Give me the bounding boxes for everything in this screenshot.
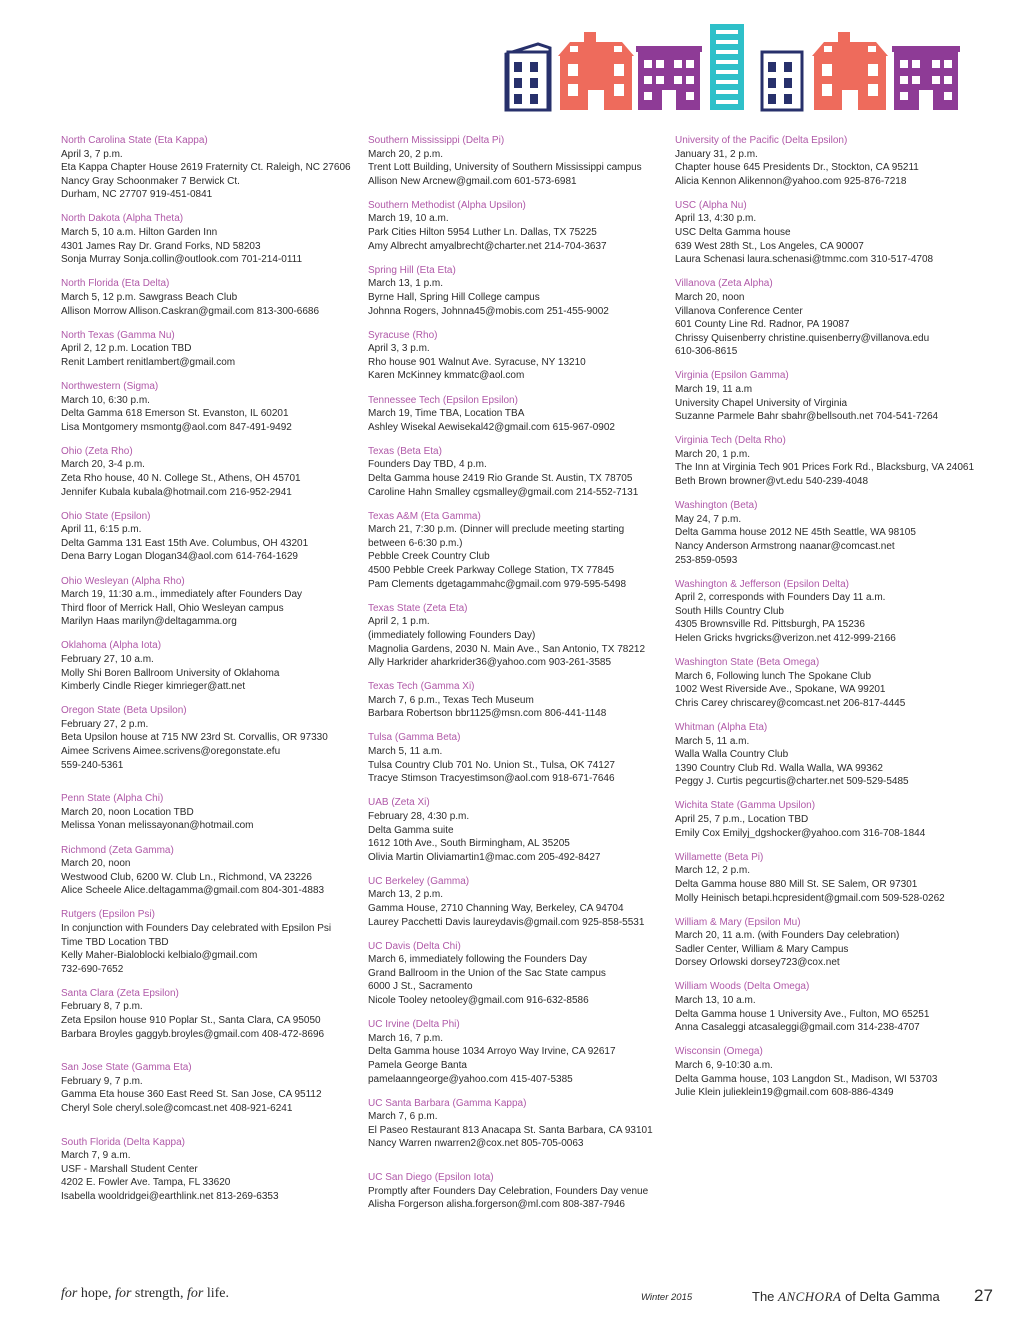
chapter-detail-line: South Hills Country Club	[675, 605, 784, 617]
chapter-name: Wisconsin (Omega)	[675, 1046, 763, 1058]
chapter-name: University of the Pacific (Delta Epsilon)	[675, 135, 848, 146]
chapter-detail-line: Dena Barry Logan Dlogan34@aol.com 614-764-1629	[61, 551, 298, 563]
chapter-entry	[61, 329, 356, 370]
chapter-detail-line: Alisha Forgerson alisha.forgerson@ml.com 808-387-7946	[368, 1199, 625, 1211]
chapter-detail-line: Delta Gamma house, 103 Langdon St., Madison, WI 53703	[675, 1073, 938, 1085]
chapter-detail-line: Westwood Club, 6200 W. Club Ln., Richmond, VA 23226	[61, 871, 312, 883]
chapter-detail-line: March 13, 10 a.m.	[675, 995, 756, 1007]
chapter-name: Penn State (Alpha Chi)	[61, 793, 164, 805]
footer-tagline: for hope, for strength, for life.	[61, 1286, 230, 1301]
chapter-name: North Florida (Eta Delta)	[61, 278, 170, 290]
chapter-detail-line: Nancy Gray Schoonmaker 7 Berwick Ct.	[61, 175, 240, 187]
chapter-name: Texas Tech (Gamma Xi)	[368, 681, 475, 693]
chapter-entry	[368, 731, 663, 785]
chapter-entry	[675, 1045, 970, 1099]
chapter-entry	[675, 434, 975, 488]
chapter-detail-line: February 28, 4:30 p.m.	[368, 810, 470, 822]
chapter-detail-line: Durham, NC 27707 919-451-0841	[61, 189, 213, 201]
chapter-detail-line: Isabella wooldridgei@earthlink.net 813-269-6353	[61, 1191, 279, 1202]
chapter-name: Villanova (Zeta Alpha)	[675, 278, 773, 290]
chapter-detail-line: Gamma House, 2710 Channing Way, Berkeley, CA 94704	[368, 903, 624, 914]
chapter-detail-line: Ally Harkrider aharkrider36@yahoo.com 903-261-3585	[368, 657, 612, 669]
chapter-detail-line: Grand Ballroom in the Union of the Sac State campus	[368, 967, 606, 979]
chapter-detail-line: Julie Klein julieklein19@gmail.com 608-886-4349	[675, 1087, 894, 1099]
chapter-name: North Carolina State (Eta Kappa)	[61, 135, 208, 146]
chapter-detail-line: Delta Gamma suite	[368, 824, 454, 836]
chapter-entry	[368, 875, 663, 929]
chapter-detail-line: Laurey Pacchetti Davis laureydavis@gmail.com 925-858-5531	[368, 916, 645, 928]
chapter-detail-line: Delta Gamma house 1034 Arroyo Way Irvine, CA 92617	[368, 1046, 616, 1058]
chapter-name: Virginia (Epsilon Gamma)	[675, 370, 789, 382]
chapter-detail-line: 559-240-5361	[61, 759, 124, 771]
chapter-detail-line: February 8, 7 p.m.	[61, 1001, 143, 1013]
chapter-detail-line: Pebble Creek Country Club	[368, 551, 490, 563]
chapter-name: UAB (Zeta Xi)	[368, 797, 430, 809]
chapter-detail-line: Beta Upsilon house at 715 NW 23rd St. Corvallis, OR 97330	[61, 732, 328, 744]
chapter-detail-line: USC Delta Gamma house	[675, 227, 791, 239]
chapter-detail-line: Eta Kappa Chapter House 2619 Fraternity Ct. Raleigh, NC 27606	[61, 162, 351, 174]
chapter-detail-line: 601 County Line Rd. Radnor, PA 19087	[675, 319, 850, 331]
chapter-detail-line: Peggy J. Curtis pegcurtis@charter.net 509-529-5485	[675, 776, 909, 788]
chapter-name: UC San Diego (Epsilon Iota)	[368, 1172, 494, 1183]
chapter-name: Washington & Jefferson (Epsilon Delta)	[675, 578, 849, 590]
chapter-name: UC Santa Barbara (Gamma Kappa)	[368, 1097, 527, 1109]
chapter-detail-line: 1390 Country Club Rd. Walla Walla, WA 99362	[675, 762, 883, 774]
chapter-detail-line: 732-690-7652	[61, 963, 124, 975]
chapter-name: Washington (Beta)	[675, 500, 758, 512]
chapter-entry	[61, 134, 356, 202]
chapter-entry	[675, 369, 970, 423]
skyline-illustration	[500, 20, 962, 112]
chapter-detail-line: Beth Brown browner@vt.edu 540-239-4048	[675, 476, 869, 488]
chapter-detail-line: Magnolia Gardens, 2030 N. Main Ave., San Antonio, TX 78212	[368, 643, 646, 655]
chapter-detail-line: Sonja Murray Sonja.collin@outlook.com 701-214-0111	[61, 254, 303, 266]
chapter-detail-line: Nancy Warren nwarren2@cox.net 805-705-0063	[368, 1138, 584, 1150]
chapter-detail-line: Promptly after Founders Day Celebration, Founders Day venue	[368, 1185, 649, 1197]
chapter-detail-line: March 20, 2 p.m.	[368, 148, 444, 160]
chapter-detail-line: March 20, 11 a.m. (with Founders Day celebration)	[675, 930, 900, 942]
chapter-detail-line: April 3, 7 p.m.	[61, 148, 123, 160]
chapter-detail-line: March 6, 9-10:30 a.m.	[675, 1059, 773, 1071]
chapter-detail-line: Walla Walla Country Club	[675, 749, 789, 761]
chapter-name: Ohio (Zeta Rho)	[61, 445, 133, 457]
chapter-detail-line: Barbara Broyles gaggyb.broyles@gmail.com 408-472-8696	[61, 1028, 325, 1040]
chapter-entry	[368, 796, 663, 864]
chapter-name: Oklahoma (Alpha Iota)	[61, 640, 162, 652]
chapter-detail-line: In conjunction with Founders Day celebrated with Epsilon Psi	[61, 923, 332, 934]
chapter-detail-line: 4301 James Ray Dr. Grand Forks, ND 58203	[61, 240, 261, 252]
coral-house-icon	[812, 32, 888, 110]
chapter-detail-line: Byrne Hall, Spring Hill College campus	[368, 291, 540, 303]
chapter-entry	[675, 499, 970, 567]
chapter-detail-line: April 2, corresponds with Founders Day 11 a.m.	[675, 592, 886, 604]
chapter-detail-line: April 25, 7 p.m., Location TBD	[675, 814, 809, 826]
chapter-detail-line: 4305 Brownsville Rd. Pittsburgh, PA 15236	[675, 619, 865, 631]
issue-season: Winter 2015	[641, 1292, 693, 1303]
chapter-entry	[368, 264, 663, 318]
chapter-name: William & Mary (Epsilon Mu)	[675, 916, 801, 928]
chapter-detail-line: Tracye Stimson Tracyestimson@aol.com 918-671-7646	[368, 773, 615, 785]
chapter-entry	[675, 851, 970, 905]
chapter-detail-line: Pam Clements dgetagammahc@gmail.com 979-595-5498	[368, 578, 627, 590]
chapter-name: San Jose State (Gamma Eta)	[61, 1062, 192, 1074]
purple-building-icon	[892, 46, 960, 110]
chapter-entry	[368, 1097, 663, 1151]
chapter-detail-line: Chapter house 645 Presidents Dr., Stockton, CA 95211	[675, 162, 919, 174]
chapter-detail-line: March 19, 10 a.m.	[368, 213, 449, 225]
chapter-entry	[61, 510, 356, 564]
chapter-entry	[61, 844, 356, 898]
chapter-detail-line: Anna Casaleggi atcasaleggi@gmail.com 314-238-4707	[675, 1022, 920, 1034]
magazine-title: The ANCHORA of Delta Gamma	[752, 1289, 940, 1304]
chapter-detail-line: Renit Lambert renitlambert@gmail.com	[61, 356, 236, 368]
chapter-entry	[368, 940, 663, 1008]
chapter-detail-line: between 6-6:30 p.m.)	[368, 537, 463, 549]
chapter-name: Washington State (Beta Omega)	[675, 657, 820, 669]
chapter-detail-line: March 5, 11 a.m.	[368, 746, 443, 758]
chapter-entry	[61, 639, 356, 693]
chapter-entry	[675, 578, 970, 646]
chapter-detail-line: Suzanne Parmele Bahr sbahr@bellsouth.net 704-541-7264	[675, 411, 939, 423]
chapter-detail-line: Helen Gricks hvgricks@verizon.net 412-999-2166	[675, 633, 896, 644]
chapter-name: USC (Alpha Nu)	[675, 199, 747, 211]
chapter-detail-line: 1002 West Riverside Ave., Spokane, WA 99201	[675, 684, 886, 696]
chapter-detail-line: Olivia Martin Oliviamartin1@mac.com 205-492-8427	[368, 851, 601, 863]
chapter-detail-line: Delta Gamma 131 East 15th Ave. Columbus, OH 43201	[61, 537, 309, 549]
chapter-detail-line: Third floor of Merrick Hall, Ohio Wesleyan campus	[61, 602, 284, 614]
chapter-name: Tennessee Tech (Epsilon Epsilon)	[368, 394, 518, 406]
chapter-entry	[368, 394, 663, 435]
chapter-entry	[368, 680, 663, 721]
teal-tower-icon	[710, 24, 744, 110]
chapter-detail-line: Delta Gamma house 1 University Ave., Fulton, MO 65251	[675, 1008, 930, 1020]
chapter-detail-line: 6000 J St., Sacramento	[368, 981, 473, 993]
chapter-name: Rutgers (Epsilon Psi)	[61, 909, 155, 921]
chapter-detail-line: March 20, noon	[675, 291, 745, 303]
chapter-detail-line: March 5, 10 a.m. Hilton Garden Inn	[61, 227, 218, 239]
chapter-entry	[368, 134, 663, 188]
chapter-detail-line: March 20, noon	[61, 858, 131, 870]
chapter-detail-line: March 7, 6 p.m.	[368, 1111, 438, 1123]
chapter-name: Texas State (Zeta Eta)	[368, 602, 468, 614]
chapter-detail-line: April 13, 4:30 p.m.	[675, 213, 757, 225]
chapter-detail-line: Delta Gamma house 880 Mill St. SE Salem, OR 97301	[675, 878, 918, 890]
chapter-detail-line: March 5, 11 a.m.	[675, 735, 750, 747]
chapter-name: Oregon State (Beta Upsilon)	[61, 705, 187, 717]
chapter-detail-line: March 13, 1 p.m.	[368, 278, 444, 290]
chapter-detail-line: Laura Schenasi laura.schenasi@tmmc.com 310-517-4708	[675, 254, 934, 266]
chapter-name: Wichita State (Gamma Upsilon)	[675, 800, 816, 812]
chapter-detail-line: Molly Heinisch betapi.hcpresident@gmail.com 509-528-0262	[675, 892, 945, 904]
chapter-entry	[675, 656, 970, 710]
chapter-entry	[61, 908, 356, 976]
chapter-entry	[61, 704, 356, 772]
chapter-detail-line: March 19, 11:30 a.m., immediately after Founders Day	[61, 589, 303, 601]
chapter-entry	[61, 1061, 356, 1115]
chapter-name: Ohio Wesleyan (Alpha Rho)	[61, 575, 185, 587]
column-1	[61, 134, 356, 1214]
column-2	[368, 134, 663, 1222]
chapter-detail-line: February 27, 10 a.m.	[61, 654, 154, 665]
chapter-detail-line: Lisa Montgomery msmontg@aol.com 847-491-9492	[61, 421, 292, 433]
chapter-detail-line: Sadler Center, William & Mary Campus	[675, 943, 849, 955]
chapter-detail-line: Gamma Eta house 360 East Reed St. San Jose, CA 95112	[61, 1089, 322, 1101]
chapter-name: North Texas (Gamma Nu)	[61, 329, 175, 341]
chapter-entry	[61, 1136, 356, 1204]
chapter-detail-line: Dorsey Orlowski dorsey723@cox.net	[675, 957, 840, 969]
chapter-detail-line: pamelaanngeorge@yahoo.com 415-407-5385	[368, 1073, 573, 1085]
chapter-detail-line: Aimee Scrivens Aimee.scrivens@oregonstate.efu	[61, 746, 281, 758]
chapter-detail-line: March 20, 1 p.m.	[675, 448, 751, 460]
chapter-detail-line: March 10, 6:30 p.m.	[61, 394, 150, 406]
chapter-detail-line: Trent Lott Building, University of Southern Mississippi campus	[368, 162, 642, 174]
chapter-entry	[368, 1171, 663, 1212]
chapter-detail-line: Park Cities Hilton 5954 Luther Ln. Dallas, TX 75225	[368, 227, 597, 239]
chapter-detail-line: 1612 10th Ave., South Birmingham, AL 35205	[368, 838, 570, 850]
chapter-name: Richmond (Zeta Gamma)	[61, 844, 174, 856]
chapter-detail-line: Chrissy Quisenberry christine.quisenberry@villanova.edu	[675, 332, 930, 344]
chapter-name: South Florida (Delta Kappa)	[61, 1136, 185, 1148]
chapter-detail-line: February 27, 2 p.m.	[61, 718, 149, 730]
chapter-name: North Dakota (Alpha Theta)	[61, 213, 184, 225]
chapter-detail-line: Cheryl Sole cheryl.sole@comcast.net 408-921-6241	[61, 1103, 293, 1115]
page-number: 27	[974, 1286, 993, 1305]
chapter-detail-line: Zeta Rho house, 40 N. College St., Athens, OH 45701	[61, 472, 301, 484]
chapter-detail-line: Pamela George Banta	[368, 1059, 467, 1071]
chapter-name: UC Irvine (Delta Phi)	[368, 1019, 460, 1031]
chapter-detail-line: Alicia Kennon Alikennon@yahoo.com 925-876-7218	[675, 175, 907, 187]
chapter-detail-line: University Chapel University of Virginia	[675, 397, 848, 409]
chapter-name: Texas A&M (Eta Gamma)	[368, 510, 481, 522]
chapter-detail-line: 4202 E. Fowler Ave. Tampa, FL 33620	[61, 1177, 231, 1189]
chapter-detail-line: Caroline Hahn Smalley cgsmalley@gmail.com 214-552-7131	[368, 486, 639, 498]
chapter-detail-line: Founders Day TBD, 4 p.m.	[368, 459, 487, 471]
chapter-entry	[675, 799, 970, 840]
chapter-detail-line: March 7, 6 p.m., Texas Tech Museum	[368, 694, 534, 706]
chapter-detail-line: The Inn at Virginia Tech 901 Prices Fork Rd., Blacksburg, VA 24061	[675, 462, 975, 474]
chapter-detail-line: April 2, 1 p.m.	[368, 616, 430, 628]
chapter-entry	[368, 602, 663, 670]
chapter-name: Virginia Tech (Delta Rho)	[675, 435, 786, 447]
chapter-detail-line: March 20, noon Location TBD	[61, 806, 194, 818]
chapter-detail-line: Kelly Maher-Bialoblocki kelbialo@gmail.com	[61, 950, 258, 962]
chapter-detail-line: Tulsa Country Club 701 No. Union St., Tulsa, OK 74127	[368, 759, 615, 771]
chapter-detail-line: March 6, immediately following the Founders Day	[368, 954, 587, 966]
chapter-name: Ohio State (Epsilon)	[61, 510, 151, 522]
chapter-detail-line: Barbara Robertson bbr1125@msn.com 806-441-1148	[368, 708, 607, 720]
navy-building-icon	[506, 44, 550, 110]
chapter-entry	[61, 445, 356, 499]
chapter-detail-line: March 7, 9 a.m.	[61, 1150, 131, 1162]
chapter-entry	[368, 1018, 663, 1086]
chapter-detail-line: Villanova Conference Center	[675, 305, 803, 317]
chapter-entry	[368, 510, 663, 592]
chapter-detail-line: 610-306-8615	[675, 346, 738, 358]
chapter-detail-line: March 16, 7 p.m.	[368, 1032, 444, 1044]
chapter-detail-line: March 13, 2 p.m.	[368, 889, 444, 901]
chapter-entry	[675, 134, 970, 188]
chapter-detail-line: Amy Albrecht amyalbrecht@charter.net 214-704-3637	[368, 240, 607, 252]
chapter-detail-line: Molly Shi Boren Ballroom University of Oklahoma	[61, 667, 280, 679]
chapter-detail-line: Emily Cox Emilyj_dgshocker@yahoo.com 316-708-1844	[675, 827, 926, 839]
chapter-detail-line: April 2, 12 p.m. Location TBD	[61, 343, 192, 355]
chapter-name: Northwestern (Sigma)	[61, 380, 159, 392]
chapter-name: Willamette (Beta Pi)	[675, 851, 764, 863]
chapter-detail-line: Melissa Yonan melissayonan@hotmail.com	[61, 820, 254, 832]
chapter-detail-line: March 12, 2 p.m.	[675, 865, 751, 877]
chapter-detail-line: Time TBD Location TBD	[61, 936, 169, 948]
chapter-entry	[61, 575, 356, 629]
chapter-entry	[675, 980, 970, 1034]
chapter-detail-line: Karen McKinney kmmatc@aol.com	[368, 370, 525, 382]
chapter-detail-line: Alice Scheele Alice.deltagamma@gmail.com 804-301-4883	[61, 885, 325, 897]
chapter-detail-line: (immediately following Founders Day)	[368, 629, 536, 641]
chapter-entry	[368, 329, 663, 383]
chapter-detail-line: Marilyn Haas marilyn@deltagamma.org	[61, 616, 237, 628]
chapter-name: Spring Hill (Eta Eta)	[368, 264, 456, 276]
purple-building-icon	[636, 46, 702, 110]
chapter-detail-line: Nicole Tooley netooley@gmail.com 916-632-8586	[368, 995, 589, 1007]
chapter-detail-line: 639 West 28th St., Los Angeles, CA 90007	[675, 240, 864, 252]
chapter-detail-line: March 19, Time TBA, Location TBA	[368, 408, 525, 420]
chapter-detail-line: 4500 Pebble Creek Parkway College Station, TX 77845	[368, 565, 615, 577]
chapter-detail-line: Jennifer Kubala kubala@hotmail.com 216-952-2941	[61, 486, 292, 498]
chapter-entry	[61, 277, 356, 318]
chapter-detail-line: January 31, 2 p.m.	[675, 148, 758, 160]
coral-house-icon	[558, 32, 634, 110]
column-3	[675, 134, 975, 1110]
chapter-entry	[675, 199, 970, 267]
chapter-detail-line: Delta Gamma house 2419 Rio Grande St. Austin, TX 78705	[368, 472, 633, 484]
chapter-entry	[61, 987, 356, 1041]
chapter-detail-line: Rho house 901 Walnut Ave. Syracuse, NY 13210	[368, 356, 586, 368]
chapter-name: Whitman (Alpha Eta)	[675, 721, 768, 733]
chapter-entry	[61, 212, 356, 266]
chapter-detail-line: March 20, 3-4 p.m.	[61, 459, 145, 471]
chapter-detail-line: May 24, 7 p.m.	[675, 513, 742, 525]
chapter-name: Santa Clara (Zeta Epsilon)	[61, 987, 179, 999]
chapter-detail-line: March 19, 11 a.m	[675, 384, 753, 395]
chapter-detail-line: Chris Carey chriscarey@comcast.net 206-817-4445	[675, 697, 906, 709]
chapter-name: Syracuse (Rho)	[368, 329, 438, 341]
chapter-detail-line: March 6, Following lunch The Spokane Club	[675, 670, 872, 682]
chapter-entry	[368, 199, 663, 253]
chapter-name: Southern Mississippi (Delta Pi)	[368, 135, 505, 146]
chapter-entry	[675, 277, 970, 359]
chapter-entry	[675, 721, 970, 789]
chapter-detail-line: USF - Marshall Student Center	[61, 1163, 198, 1175]
chapter-detail-line: March 21, 7:30 p.m. (Dinner will preclude meeting starting	[368, 524, 625, 536]
chapter-name: William Woods (Delta Omega)	[675, 981, 810, 993]
chapter-detail-line: Delta Gamma house 2012 NE 45th Seattle, WA 98105	[675, 527, 916, 539]
chapter-detail-line: Delta Gamma 618 Emerson St. Evanston, IL 60201	[61, 408, 289, 420]
chapter-entry	[61, 380, 356, 434]
chapter-entry	[61, 792, 356, 833]
chapter-entry	[675, 916, 970, 970]
chapter-detail-line: March 5, 12 p.m. Sawgrass Beach Club	[61, 291, 238, 303]
chapter-detail-line: April 3, 3 p.m.	[368, 343, 430, 355]
chapter-detail-line: Kimberly Cindle Rieger kimrieger@att.net	[61, 681, 246, 693]
chapter-detail-line: El Paseo Restaurant 813 Anacapa St. Santa Barbara, CA 93101	[368, 1124, 653, 1136]
chapter-entry	[368, 445, 663, 499]
chapter-detail-line: Allison Morrow Allison.Caskran@gmail.com 813-300-6686	[61, 305, 320, 317]
chapter-detail-line: Johnna Rogers, Johnna45@mobis.com 251-455-9002	[368, 305, 609, 317]
chapter-name: Southern Methodist (Alpha Upsilon)	[368, 199, 526, 211]
chapter-detail-line: Ashley Wisekal Aewisekal42@gmail.com 615-967-0902	[368, 421, 615, 433]
chapter-name: UC Davis (Delta Chi)	[368, 940, 461, 952]
chapter-detail-line: 253-859-0593	[675, 554, 738, 566]
navy-building-icon	[762, 52, 802, 110]
chapter-detail-line: Nancy Anderson Armstrong naanar@comcast.net	[675, 540, 895, 552]
chapter-name: Texas (Beta Eta)	[368, 445, 442, 457]
chapter-name: Tulsa (Gamma Beta)	[368, 732, 461, 744]
chapter-detail-line: Allison New Arcnew@gmail.com 601-573-6981	[368, 175, 577, 187]
chapter-name: UC Berkeley (Gamma)	[368, 875, 470, 887]
chapter-detail-line: Zeta Epsilon house 910 Poplar St., Santa Clara, CA 95050	[61, 1015, 321, 1027]
chapter-detail-line: February 9, 7 p.m.	[61, 1075, 143, 1087]
chapter-detail-line: April 11, 6:15 p.m.	[61, 524, 142, 536]
